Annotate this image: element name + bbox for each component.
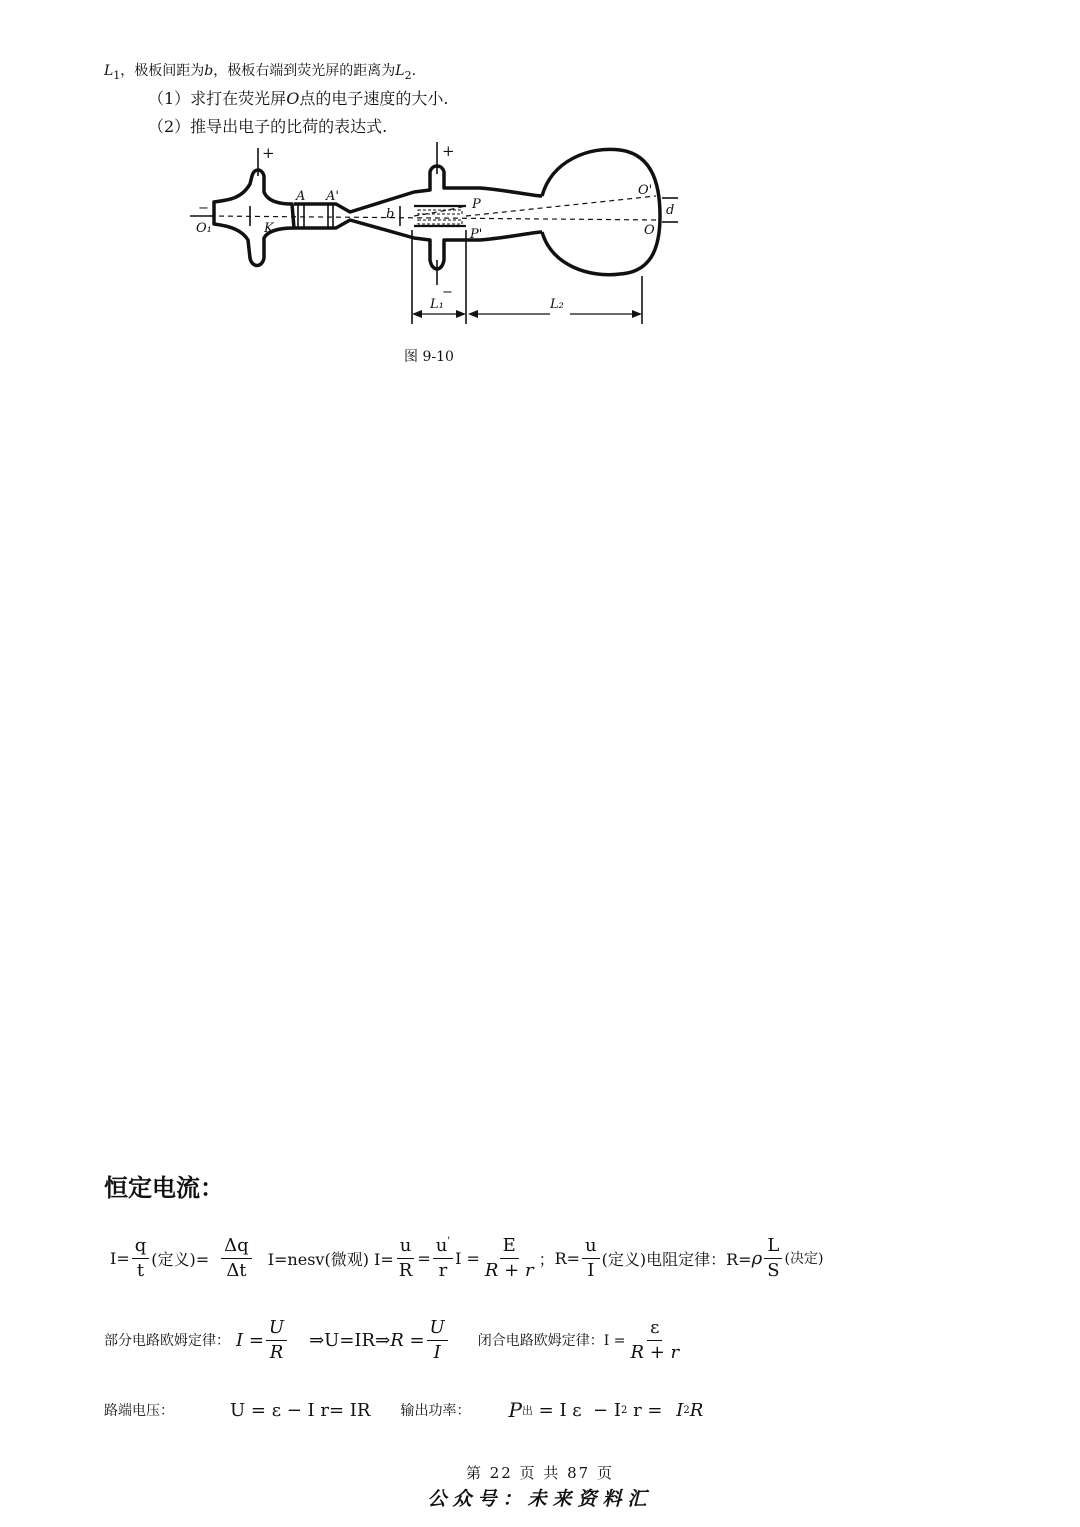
q1-pre: （1）求打在荧光屏: [148, 89, 287, 108]
frac-u-prime-r: [433, 1234, 453, 1281]
den-I2: I: [433, 1341, 441, 1363]
num-q: q: [132, 1237, 150, 1259]
num-eps: ε: [647, 1319, 662, 1341]
rho-symbol: ρ: [751, 1247, 763, 1269]
label-o-prime: O': [638, 183, 653, 198]
eq1-r: R=: [554, 1248, 581, 1268]
figure-caption: 图 9-10: [404, 349, 454, 365]
den-i: I: [587, 1259, 595, 1281]
ohm-implication: ⇒U=IR⇒: [309, 1329, 391, 1351]
eq1-resistance-law: (定义)电阻定律：R=: [601, 1249, 752, 1269]
equation-row-3: [104, 1394, 703, 1426]
label-k: K: [264, 221, 274, 236]
power-sq: 2: [620, 1404, 628, 1416]
power-r: R: [689, 1399, 704, 1421]
den-dt: Δt: [226, 1259, 247, 1281]
var-l2: L: [395, 63, 405, 79]
frac-e-rr: [482, 1234, 537, 1281]
eq1-i: I=: [110, 1248, 130, 1268]
label-p-prime: P': [470, 227, 483, 242]
equation-row-1: [110, 1232, 823, 1284]
prime-mark: ': [447, 1235, 451, 1247]
label-b: b: [386, 207, 395, 222]
label-minus-bottom: −: [442, 285, 453, 300]
label-minus-left: −: [198, 201, 209, 216]
num-dq: Δq: [221, 1237, 252, 1259]
num-U: U: [266, 1319, 287, 1341]
num-u: u: [397, 1237, 415, 1259]
label-a: A: [296, 189, 306, 204]
sub-1: 1: [113, 68, 121, 82]
q1-post: 点的电子速度的大小.: [299, 89, 449, 108]
period: .: [411, 63, 417, 79]
frac-u-i: [582, 1234, 600, 1281]
eq1-semicolon: ；: [538, 1249, 555, 1269]
label-l1: L₁: [430, 297, 444, 312]
eq1-def: (定义)=: [151, 1249, 210, 1269]
section-title: 恒定电流：: [104, 1174, 224, 1202]
den-r: r: [438, 1259, 448, 1281]
var-l1: L: [104, 63, 114, 79]
power-expr-b: r =: [627, 1399, 669, 1421]
num-u-prime: u: [435, 1234, 448, 1256]
label-o: O: [644, 223, 655, 238]
label-plus-right: +: [442, 142, 455, 160]
num-u2: u: [582, 1237, 600, 1259]
eq1-i2: I =: [455, 1248, 480, 1268]
q1-point-o: O: [286, 89, 300, 108]
power-i: I: [676, 1399, 684, 1421]
ohm-r-eq: R =: [390, 1329, 425, 1351]
label-l2: L₂: [550, 297, 564, 312]
den-s: S: [767, 1259, 780, 1281]
eq1-micro: I=nesv(微观) I=: [267, 1249, 394, 1269]
label-o1: O₁: [196, 221, 212, 236]
sub-2: 2: [404, 68, 412, 82]
frac-dq-dt: [221, 1234, 252, 1281]
label-plus-left: +: [262, 144, 275, 162]
label-p: P: [472, 197, 481, 212]
frac-u-r: [396, 1234, 416, 1281]
power-expr-a: = I ε − I: [532, 1399, 621, 1421]
power-sq2: 2: [683, 1404, 690, 1416]
ohm-closed-label: 闭合电路欧姆定律：I =: [477, 1333, 626, 1349]
terminal-voltage-expr: U = ε − I r= IR: [230, 1399, 371, 1421]
label-a-prime: A': [326, 189, 339, 204]
frac-u-over-i: [427, 1316, 448, 1363]
num-l: L: [764, 1237, 782, 1259]
text-a: ，极板间距为: [120, 63, 205, 79]
power-p: P: [508, 1398, 522, 1422]
num-U2: U: [427, 1319, 448, 1341]
question-1: [148, 86, 448, 109]
den-rr2: R + r: [630, 1341, 680, 1363]
frac-l-s: [764, 1234, 782, 1281]
problem-line-1: [104, 60, 416, 82]
frac-u-over-r: [266, 1316, 287, 1363]
num-e: E: [500, 1237, 519, 1259]
ohm-partial-label: 部分电路欧姆定律：: [104, 1333, 230, 1349]
var-b: b: [204, 63, 214, 79]
power-sub: 出: [521, 1404, 533, 1417]
den-R2: R: [269, 1341, 284, 1363]
terminal-voltage-label: 路端电压：: [104, 1403, 174, 1419]
output-power-label: 输出功率：: [400, 1403, 471, 1419]
label-d: d: [666, 203, 675, 218]
eq1-decide: (决定): [784, 1251, 824, 1267]
equation-row-2: [104, 1314, 684, 1366]
frac-eps-rr: [627, 1316, 682, 1363]
brand-watermark: 公众号：未来资料汇: [427, 1488, 653, 1510]
page-number: 第 22 页 共 87 页: [465, 1464, 614, 1482]
eq1-equals: =: [417, 1248, 431, 1268]
den-rr: R + r: [484, 1259, 534, 1281]
ohm-i-eq: I =: [236, 1329, 264, 1351]
question-2: （2）推导出电子的比荷的表达式.: [148, 117, 388, 136]
cathode-ray-tube-diagram: [190, 140, 680, 332]
den-R: R: [398, 1259, 413, 1281]
frac-q-t: [132, 1234, 150, 1281]
text-b: ，极板右端到荧光屏的距离为: [213, 63, 396, 79]
den-t: t: [136, 1259, 145, 1281]
